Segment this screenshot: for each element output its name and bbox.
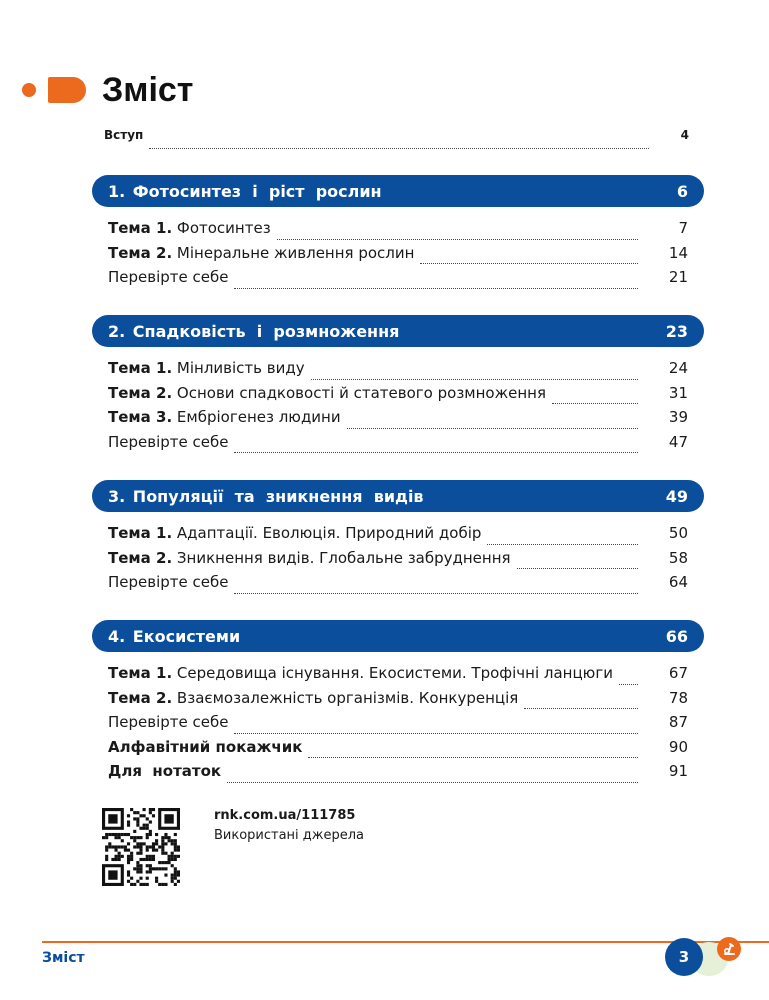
decor-tag	[48, 77, 86, 103]
toc-entry[interactable]	[108, 408, 688, 432]
footer-label: Зміст	[42, 950, 85, 966]
toc-entry-label	[108, 384, 546, 402]
toc-entry-text: Основи спадковості й статевого розмноження	[172, 383, 546, 402]
toc-entry-topic: Тема 3.	[108, 408, 173, 427]
toc-entry-label	[108, 268, 228, 286]
toc-entry[interactable]	[108, 433, 688, 457]
dot-leader	[347, 416, 638, 429]
toc-entry-label	[108, 713, 228, 731]
resources-caption: Використані джерела	[214, 828, 365, 843]
toc-entry-text: Мінливість виду	[172, 359, 305, 377]
toc-entry-page: 31	[668, 383, 688, 402]
toc-entry[interactable]	[108, 268, 688, 292]
toc-entry-topic: Для нотаток	[108, 762, 222, 781]
toc-entry-topic: Тема 1.	[108, 359, 173, 377]
toc-entry-page: 64	[668, 573, 688, 592]
section-page: 6	[676, 181, 688, 201]
dot-leader	[227, 770, 638, 783]
toc-entry-page: 67	[668, 664, 688, 682]
toc-entry-page: 50	[668, 524, 688, 542]
toc-entry-text: Зникнення видів. Глобальне забруднення	[172, 548, 511, 567]
toc-entry-label	[108, 738, 302, 756]
resources-link[interactable]: rnk.com.ua/111785	[214, 808, 356, 823]
decor-dot	[22, 83, 36, 97]
section-page: 49	[665, 486, 688, 506]
toc-entry-text: Мінеральне живлення рослин	[172, 243, 415, 262]
toc-entry-page: 87	[668, 713, 688, 732]
toc-entry[interactable]	[108, 549, 688, 573]
toc-entry-label	[108, 244, 414, 262]
toc-entry-label	[108, 433, 228, 451]
section-header[interactable]	[92, 175, 704, 207]
section-page: 23	[665, 321, 688, 341]
toc-entry-text: Фотосинтез	[172, 219, 271, 237]
toc-entry[interactable]	[108, 689, 688, 713]
toc-entry[interactable]	[108, 384, 688, 408]
dot-leader	[420, 251, 638, 264]
toc-entry[interactable]	[108, 219, 688, 243]
toc-entry-topic: Тема 2.	[108, 383, 173, 402]
toc-entry-topic: Алфавітний покажчик	[108, 737, 303, 756]
toc-entry[interactable]	[108, 762, 688, 786]
toc-entry-label	[108, 689, 518, 707]
toc-entry-label	[108, 762, 221, 780]
section-page: 66	[665, 626, 688, 646]
toc-entry[interactable]	[108, 573, 688, 597]
section-title-text: Спадковість і розмноження	[132, 321, 400, 341]
section-title-text: Екосистеми	[132, 626, 241, 646]
toc-entry-text: Перевірте себе	[108, 268, 229, 287]
toc-entry-label: Вступ	[104, 128, 144, 142]
qr-code-icon	[102, 808, 180, 886]
toc-entry-page: 39	[668, 408, 688, 427]
toc-entry-page: 24	[668, 359, 688, 377]
section-title-text: Популяції та зникнення видів	[132, 486, 424, 506]
toc-entry-label	[108, 664, 613, 682]
dot-leader	[308, 745, 638, 758]
toc-entry-label	[108, 573, 228, 591]
dot-leader	[311, 367, 638, 380]
qr-code[interactable]	[102, 808, 180, 886]
section-header[interactable]	[92, 480, 704, 512]
toc-entry-page: 14	[668, 243, 688, 262]
title-row	[22, 70, 193, 110]
toc-entry-text: Адаптації. Еволюція. Природний добір	[172, 524, 482, 542]
dot-leader	[234, 721, 638, 734]
toc-entry-topic: Тема 1.	[108, 664, 173, 682]
toc-entry-page: 21	[668, 268, 688, 287]
section-header[interactable]	[92, 620, 704, 652]
toc-entry-topic: Тема 2.	[108, 688, 173, 707]
section-title	[108, 322, 399, 341]
toc-entry-topic: Тема 2.	[108, 243, 173, 262]
section-header[interactable]	[92, 315, 704, 347]
toc-entry[interactable]	[108, 244, 688, 268]
toc-entry-label	[108, 359, 305, 377]
toc-entry[interactable]	[108, 359, 688, 383]
toc-entry-page: 90	[668, 737, 688, 756]
toc-entry-page: 91	[668, 762, 688, 781]
toc-entry-text: Перевірте себе	[108, 573, 229, 592]
toc-entry[interactable]	[108, 738, 688, 762]
section-number: 4.	[108, 626, 126, 646]
toc-entry-text: Перевірте себе	[108, 432, 229, 451]
toc-entry-label	[108, 219, 271, 237]
toc-entry-intro[interactable]	[104, 128, 689, 152]
section-number: 1.	[108, 181, 126, 201]
dot-leader	[517, 556, 638, 569]
dot-leader	[619, 672, 638, 685]
dot-leader	[234, 581, 638, 594]
toc-entry-topic: Тема 2.	[108, 548, 173, 567]
dot-leader	[277, 227, 638, 240]
toc-entry-label	[108, 524, 481, 542]
toc-entry-page: 78	[668, 688, 688, 707]
section-number: 2.	[108, 321, 126, 341]
page-title: Зміст	[102, 70, 194, 109]
toc-entry[interactable]	[108, 664, 688, 688]
dot-leader	[552, 391, 638, 404]
toc-entry-label	[108, 408, 341, 426]
dot-leader	[234, 440, 638, 453]
toc-entry-text: Ембріогенез людини	[172, 408, 341, 427]
toc-entry-text: Взаємозалежність організмів. Конкуренція	[172, 688, 519, 707]
toc-entry-text: Середовища існування. Екосистеми. Трофічні ланцюги	[172, 664, 613, 682]
section-title	[108, 182, 382, 201]
toc-entry-page: 47	[668, 432, 688, 451]
toc-entry-label	[108, 549, 511, 567]
toc-entry-page: 4	[680, 128, 689, 142]
dot-leader	[524, 696, 638, 709]
microscope-logo-icon	[716, 936, 742, 962]
section-number: 3.	[108, 486, 126, 506]
dot-leader	[149, 136, 649, 149]
toc-entry-page: 7	[678, 219, 688, 237]
toc-entry-topic: Тема 1.	[108, 219, 173, 237]
toc-entry-topic: Тема 1.	[108, 524, 173, 542]
section-title-text: Фотосинтез і ріст рослин	[132, 181, 382, 201]
dot-leader	[487, 532, 638, 545]
section-title	[108, 487, 424, 506]
dot-leader	[234, 276, 638, 289]
toc-entry-text: Перевірте себе	[108, 713, 229, 732]
section-title	[108, 627, 240, 646]
toc-entry-page: 58	[668, 548, 688, 567]
toc-entry[interactable]	[108, 524, 688, 548]
toc-entry[interactable]	[108, 713, 688, 737]
footer-divider	[42, 941, 769, 943]
page-number: 3	[665, 938, 703, 976]
